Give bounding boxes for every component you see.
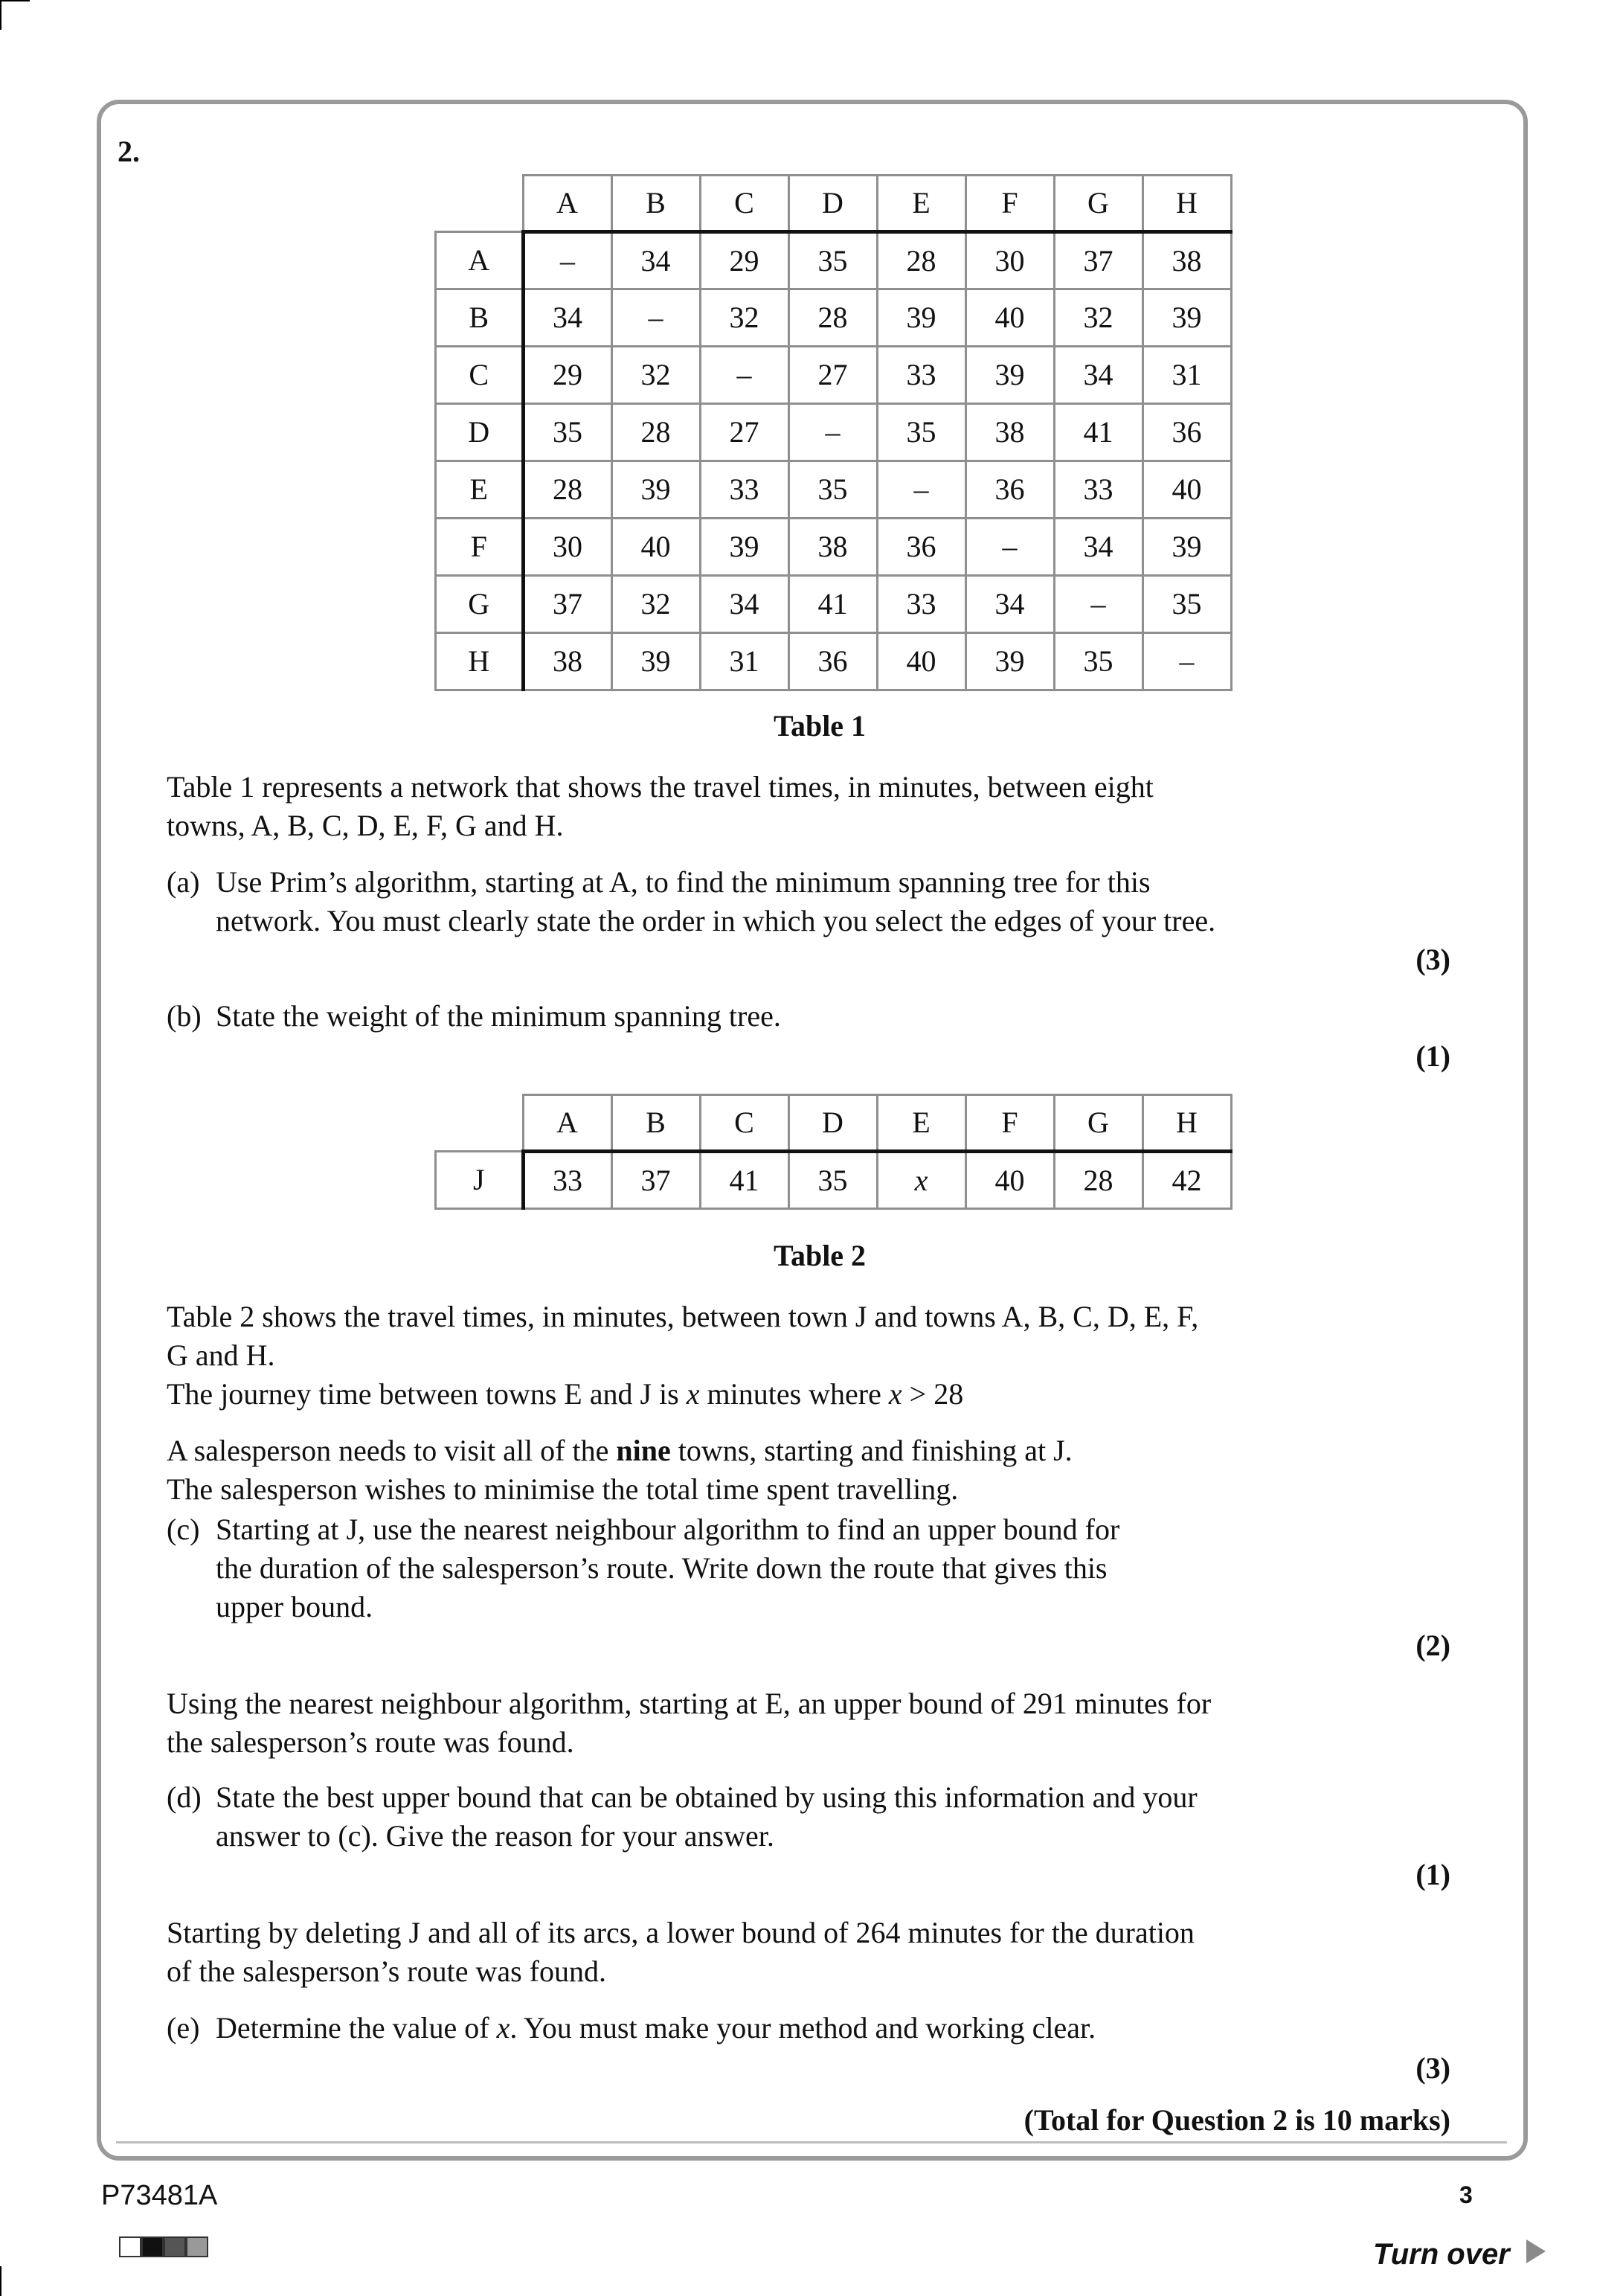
crop-mark bbox=[0, 0, 30, 1]
page-number: 3 bbox=[1459, 2181, 1473, 2208]
question-total: (Total for Question 2 is 10 marks) bbox=[1023, 2103, 1450, 2137]
table-cell: 39 bbox=[611, 461, 700, 518]
page-barcode bbox=[119, 2236, 208, 2257]
text-line: towns, A, B, C, D, E, F, G and H. bbox=[167, 809, 564, 842]
part-text bbox=[216, 997, 781, 1036]
table-cell: 38 bbox=[523, 632, 611, 690]
column-header: F bbox=[965, 176, 1054, 232]
table-cell: 38 bbox=[1142, 231, 1231, 289]
table-cell: 29 bbox=[700, 231, 788, 289]
table-cell: 38 bbox=[965, 403, 1054, 461]
crop-mark bbox=[0, 2266, 1, 2296]
row-header: C bbox=[436, 346, 524, 403]
text-line: network. You must clearly state the order in which you select the edges of your tree. bbox=[216, 904, 1216, 937]
text-line: the duration of the salesperson’s route. Write down the route that gives this bbox=[216, 1551, 1108, 1585]
row-header: J bbox=[436, 1151, 524, 1208]
table-cell: – bbox=[1142, 632, 1231, 690]
table-cell: 39 bbox=[700, 518, 788, 575]
text-run: Determine the value of bbox=[216, 2011, 497, 2045]
barcode-block bbox=[186, 2236, 208, 2257]
text-line: upper bound. bbox=[216, 1590, 373, 1623]
table-cell: 35 bbox=[788, 231, 877, 289]
table-cell: 27 bbox=[788, 346, 877, 403]
part-text bbox=[216, 1778, 1198, 1856]
text-line: State the best upper bound that can be obtained by using this information and your bbox=[216, 1780, 1198, 1814]
table-cell: 41 bbox=[1054, 403, 1142, 461]
table-row bbox=[436, 403, 1232, 461]
text-line: G and H. bbox=[167, 1338, 275, 1372]
part-text bbox=[216, 1510, 1119, 1626]
crop-mark bbox=[0, 0, 1, 30]
table-cell: – bbox=[611, 289, 700, 346]
salesperson-text bbox=[167, 1431, 1073, 1509]
row-header: G bbox=[436, 575, 524, 632]
table-cell: – bbox=[877, 461, 965, 518]
part-text bbox=[216, 863, 1215, 940]
column-header: D bbox=[788, 176, 877, 232]
row-header: B bbox=[436, 289, 524, 346]
text-run: minutes where bbox=[699, 1377, 889, 1411]
table-cell: 41 bbox=[788, 575, 877, 632]
column-header: A bbox=[523, 1095, 611, 1152]
table-cell: 40 bbox=[1142, 461, 1231, 518]
table-cell: 33 bbox=[700, 461, 788, 518]
marks-part-c: (2) bbox=[1415, 1629, 1450, 1662]
table-cell: 28 bbox=[1054, 1151, 1142, 1208]
table-cell: 36 bbox=[965, 461, 1054, 518]
marks-part-d: (1) bbox=[1415, 1858, 1450, 1891]
emphasis: nine bbox=[616, 1434, 671, 1467]
table-cell: 37 bbox=[1054, 231, 1142, 289]
table-cell: 34 bbox=[611, 231, 700, 289]
marks-part-a: (3) bbox=[1415, 943, 1450, 976]
nearest-neighbour-text bbox=[167, 1684, 1211, 1762]
column-header: H bbox=[1142, 176, 1231, 232]
marks-part-e: (3) bbox=[1415, 2051, 1450, 2085]
part-label: (d) bbox=[167, 1780, 202, 1814]
column-header: G bbox=[1054, 176, 1142, 232]
table-cell: 36 bbox=[877, 518, 965, 575]
column-header: F bbox=[965, 1095, 1054, 1152]
column-header: E bbox=[877, 1095, 965, 1152]
table-cell: 32 bbox=[611, 575, 700, 632]
table-cell: 35 bbox=[523, 403, 611, 461]
text-line: Table 2 shows the travel times, in minutes, between town J and towns A, B, C, D, E, F, bbox=[167, 1300, 1199, 1333]
table-cell: – bbox=[1054, 575, 1142, 632]
barcode-block bbox=[119, 2236, 141, 2257]
distance-table-1 bbox=[434, 174, 1232, 691]
paper-code: P73481A bbox=[101, 2180, 218, 2211]
text-line: Starting by deleting J and all of its arcs, a lower bound of 264 minutes for the duration bbox=[167, 1916, 1195, 1949]
table-cell: 36 bbox=[788, 632, 877, 690]
table-cell: 35 bbox=[788, 461, 877, 518]
table-1-caption: Table 1 bbox=[773, 709, 867, 743]
text-line bbox=[216, 2009, 1096, 2048]
part-label: (e) bbox=[167, 2011, 200, 2045]
text-run: The journey time between towns E and J is bbox=[167, 1377, 687, 1411]
variable-x: x bbox=[686, 1377, 700, 1411]
text-line: Use Prim’s algorithm, starting at A, to find the minimum spanning tree for this bbox=[216, 865, 1151, 899]
table-cell: 32 bbox=[700, 289, 788, 346]
table-cell: – bbox=[700, 346, 788, 403]
table-cell: – bbox=[965, 518, 1054, 575]
table-cell: 40 bbox=[611, 518, 700, 575]
table-row bbox=[436, 632, 1232, 690]
table-cell: 30 bbox=[523, 518, 611, 575]
row-header: A bbox=[436, 231, 524, 289]
table-cell: 32 bbox=[1054, 289, 1142, 346]
column-header: B bbox=[611, 1095, 700, 1152]
table-row bbox=[436, 346, 1232, 403]
turn-over-label: Turn over bbox=[1373, 2238, 1510, 2271]
table-cell: 28 bbox=[523, 461, 611, 518]
text-run: A salesperson needs to visit all of the bbox=[167, 1434, 617, 1467]
text-run: . You must make your method and working clear. bbox=[510, 2011, 1096, 2045]
text-line: Starting at J, use the nearest neighbour algorithm to find an upper bound for bbox=[216, 1513, 1120, 1546]
part-text bbox=[216, 2009, 1096, 2048]
table-cell: 34 bbox=[1054, 346, 1142, 403]
table-cell: 30 bbox=[965, 231, 1054, 289]
table-cell: 35 bbox=[877, 403, 965, 461]
table-cell: 37 bbox=[523, 575, 611, 632]
variable-x: x bbox=[496, 2011, 510, 2045]
table-cell: 33 bbox=[877, 575, 965, 632]
row-header: D bbox=[436, 403, 524, 461]
column-header: B bbox=[611, 176, 700, 232]
table-cell: 39 bbox=[965, 346, 1054, 403]
text-line: Using the nearest neighbour algorithm, starting at E, an upper bound of 291 minutes for bbox=[167, 1687, 1212, 1720]
column-header: D bbox=[788, 1095, 877, 1152]
column-header: H bbox=[1142, 1095, 1231, 1152]
table-cell: 35 bbox=[1142, 575, 1231, 632]
text-line: of the salesperson’s route was found. bbox=[167, 1955, 606, 1988]
table-cell: 32 bbox=[611, 346, 700, 403]
table-cell: 34 bbox=[700, 575, 788, 632]
text-line: The salesperson wishes to minimise the total time spent travelling. bbox=[167, 1472, 959, 1506]
table-cell: 39 bbox=[1142, 289, 1231, 346]
table-cell: 39 bbox=[1142, 518, 1231, 575]
table-cell: 28 bbox=[788, 289, 877, 346]
text-run: > 28 bbox=[902, 1377, 964, 1411]
column-header: C bbox=[700, 176, 788, 232]
table-header-row bbox=[436, 176, 1232, 232]
table-row bbox=[436, 231, 1232, 289]
text-line bbox=[167, 1431, 1073, 1470]
text-line: Table 1 represents a network that shows the travel times, in minutes, between eight bbox=[167, 770, 1154, 804]
table-cell: 41 bbox=[700, 1151, 788, 1208]
table-cell: 33 bbox=[523, 1151, 611, 1208]
column-header: A bbox=[523, 176, 611, 232]
table-cell: 39 bbox=[611, 632, 700, 690]
table-cell: 33 bbox=[1054, 461, 1142, 518]
barcode-block bbox=[164, 2236, 186, 2257]
table-corner bbox=[436, 176, 524, 232]
marks-part-b: (1) bbox=[1415, 1039, 1450, 1073]
table-cell: 31 bbox=[1142, 346, 1231, 403]
barcode-block bbox=[141, 2236, 164, 2257]
table-cell: 39 bbox=[877, 289, 965, 346]
turn-over-arrow-icon bbox=[1526, 2239, 1546, 2263]
table-cell: 33 bbox=[877, 346, 965, 403]
text-line: State the weight of the minimum spanning tree. bbox=[216, 999, 781, 1033]
table-cell: 39 bbox=[965, 632, 1054, 690]
table-cell: 35 bbox=[788, 1151, 877, 1208]
table-cell: – bbox=[523, 231, 611, 289]
table-corner bbox=[436, 1095, 524, 1152]
row-header: E bbox=[436, 461, 524, 518]
table-cell: 34 bbox=[965, 575, 1054, 632]
table-cell: 40 bbox=[877, 632, 965, 690]
table-row bbox=[436, 575, 1232, 632]
table-cell: 36 bbox=[1142, 403, 1231, 461]
table-cell: 34 bbox=[523, 289, 611, 346]
table-2-caption: Table 2 bbox=[773, 1239, 867, 1272]
table-row bbox=[436, 461, 1232, 518]
question-number: 2. bbox=[118, 135, 140, 168]
part-label: (c) bbox=[167, 1513, 200, 1546]
table-cell: 42 bbox=[1142, 1151, 1231, 1208]
text-line: answer to (c). Give the reason for your answer. bbox=[216, 1819, 774, 1853]
table-cell: – bbox=[788, 403, 877, 461]
text-line: the salesperson’s route was found. bbox=[167, 1725, 574, 1759]
table-cell: x bbox=[877, 1151, 965, 1208]
variable-x: x bbox=[888, 1377, 902, 1411]
intro-text bbox=[167, 768, 1154, 845]
table-2-text bbox=[167, 1298, 1198, 1414]
lower-bound-text bbox=[167, 1914, 1195, 1991]
part-label: (b) bbox=[167, 999, 202, 1033]
text-run: towns, starting and finishing at J. bbox=[670, 1434, 1073, 1467]
table-cell: 34 bbox=[1054, 518, 1142, 575]
part-label: (a) bbox=[167, 865, 200, 899]
table-cell: 38 bbox=[788, 518, 877, 575]
table-row bbox=[436, 1151, 1232, 1208]
table-cell: 29 bbox=[523, 346, 611, 403]
table-cell: 27 bbox=[700, 403, 788, 461]
distance-table-2 bbox=[434, 1094, 1232, 1210]
divider bbox=[116, 2141, 1507, 2143]
text-line bbox=[167, 1375, 1198, 1414]
table-cell: 40 bbox=[965, 289, 1054, 346]
row-header: F bbox=[436, 518, 524, 575]
table-row bbox=[436, 518, 1232, 575]
table-cell: 28 bbox=[611, 403, 700, 461]
table-row bbox=[436, 289, 1232, 346]
column-header: G bbox=[1054, 1095, 1142, 1152]
row-header: H bbox=[436, 632, 524, 690]
table-cell: 31 bbox=[700, 632, 788, 690]
table-cell: 40 bbox=[965, 1151, 1054, 1208]
table-cell: 35 bbox=[1054, 632, 1142, 690]
column-header: E bbox=[877, 176, 965, 232]
table-cell: 37 bbox=[611, 1151, 700, 1208]
table-header-row bbox=[436, 1095, 1232, 1152]
table-cell: 28 bbox=[877, 231, 965, 289]
column-header: C bbox=[700, 1095, 788, 1152]
